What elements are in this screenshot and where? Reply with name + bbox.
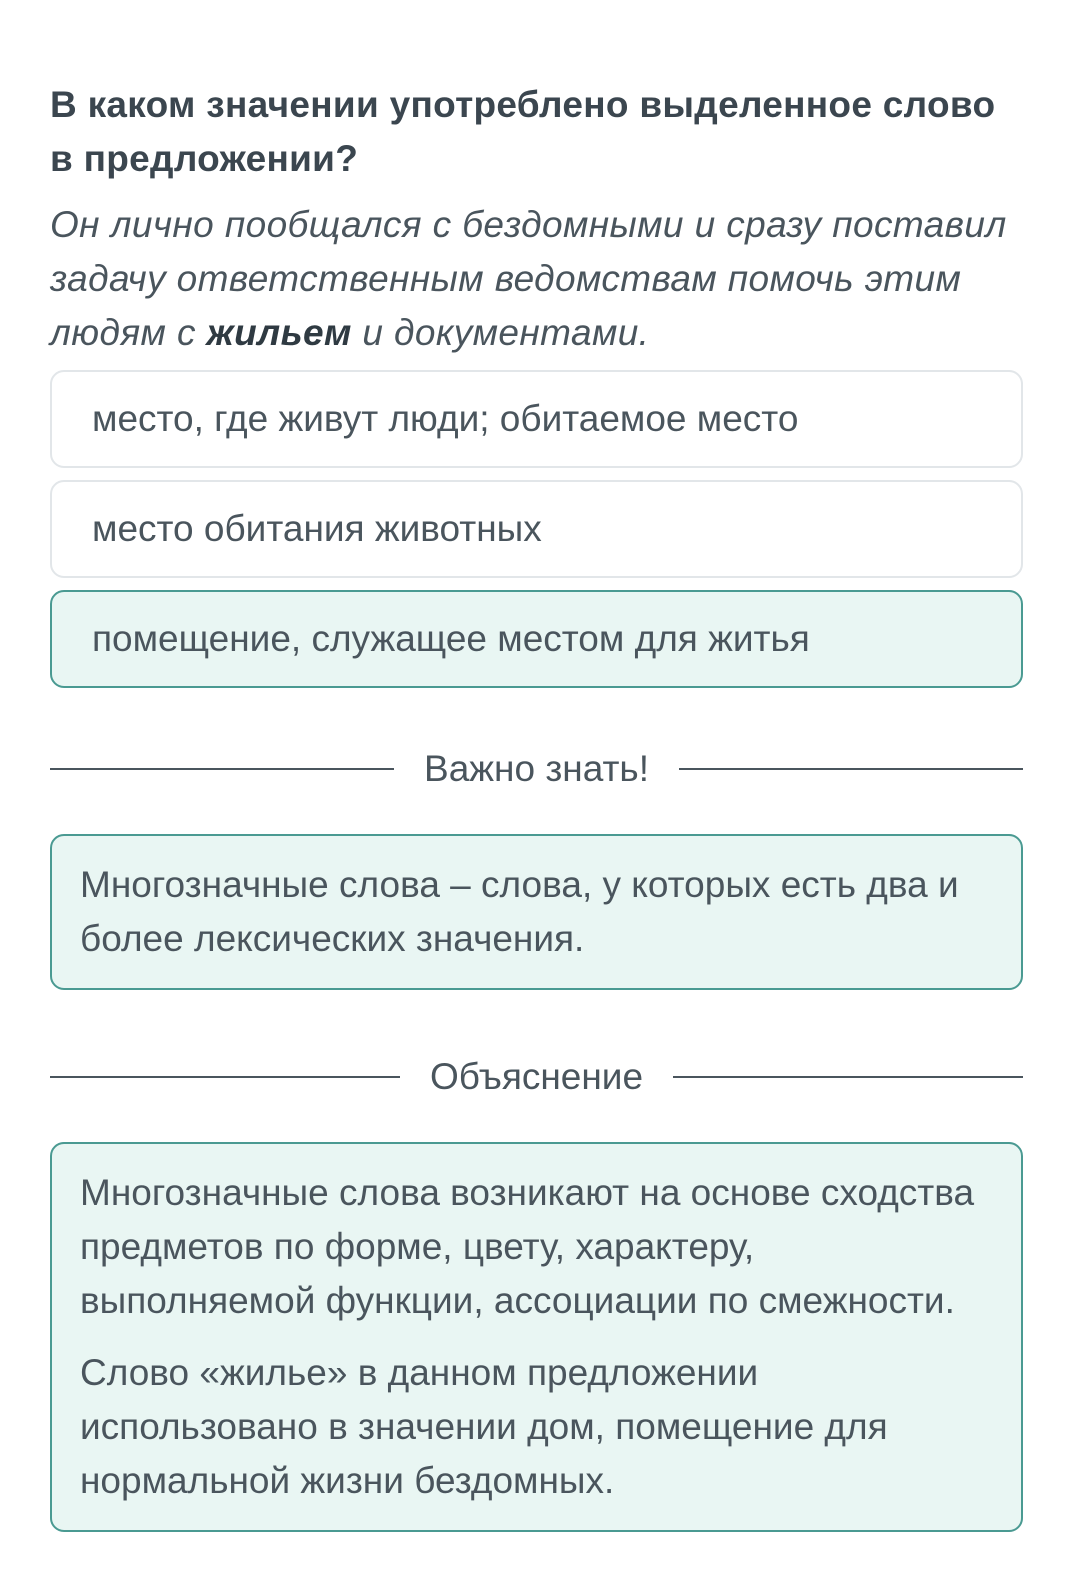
explanation-divider bbox=[50, 1052, 1023, 1102]
answer-option-label: место, где живут люди; обитаемое место bbox=[92, 398, 799, 439]
divider-line-right bbox=[673, 1076, 1023, 1078]
explanation-box bbox=[50, 1142, 1023, 1532]
answer-option-label: место обитания животных bbox=[92, 508, 542, 549]
divider-line-left bbox=[50, 1076, 400, 1078]
exercise-container bbox=[50, 78, 1023, 1532]
explanation-paragraph-1: Многозначные слова возникают на основе сходства предметов по форме, цвету, характеру, выполняемой функции, ассоциации по смежности. bbox=[80, 1172, 975, 1321]
sentence-text-before: Он лично пообщался с бездомными и сразу поставил задачу ответственным ведомствам помочь этим людям с bbox=[50, 204, 1007, 353]
important-note bbox=[50, 834, 1023, 990]
question-title: В каком значении употреблено выделенное слово в предложении? bbox=[50, 84, 996, 179]
explanation-paragraph-2: Слово «жилье» в данном предложении использовано в значении дом, помещение для нормальной жизни бездомных. bbox=[80, 1352, 888, 1501]
answer-option-2[interactable] bbox=[50, 480, 1023, 578]
explanation-heading: Объяснение bbox=[429, 1056, 644, 1097]
highlighted-word: жильем bbox=[206, 312, 352, 353]
important-divider bbox=[50, 744, 1023, 794]
example-sentence bbox=[50, 198, 1023, 360]
answer-option-3-selected[interactable] bbox=[50, 590, 1023, 688]
answer-option-label: помещение, служащее местом для житья bbox=[92, 618, 810, 659]
divider-line-left bbox=[50, 768, 394, 770]
answer-options bbox=[50, 370, 1023, 688]
important-text: Многозначные слова – слова, у которых есть два и более лексических значения. bbox=[80, 864, 959, 959]
answer-option-1[interactable] bbox=[50, 370, 1023, 468]
sentence-text-after: и документами. bbox=[351, 312, 650, 353]
important-heading: Важно знать! bbox=[424, 748, 649, 789]
divider-line-right bbox=[679, 768, 1023, 770]
